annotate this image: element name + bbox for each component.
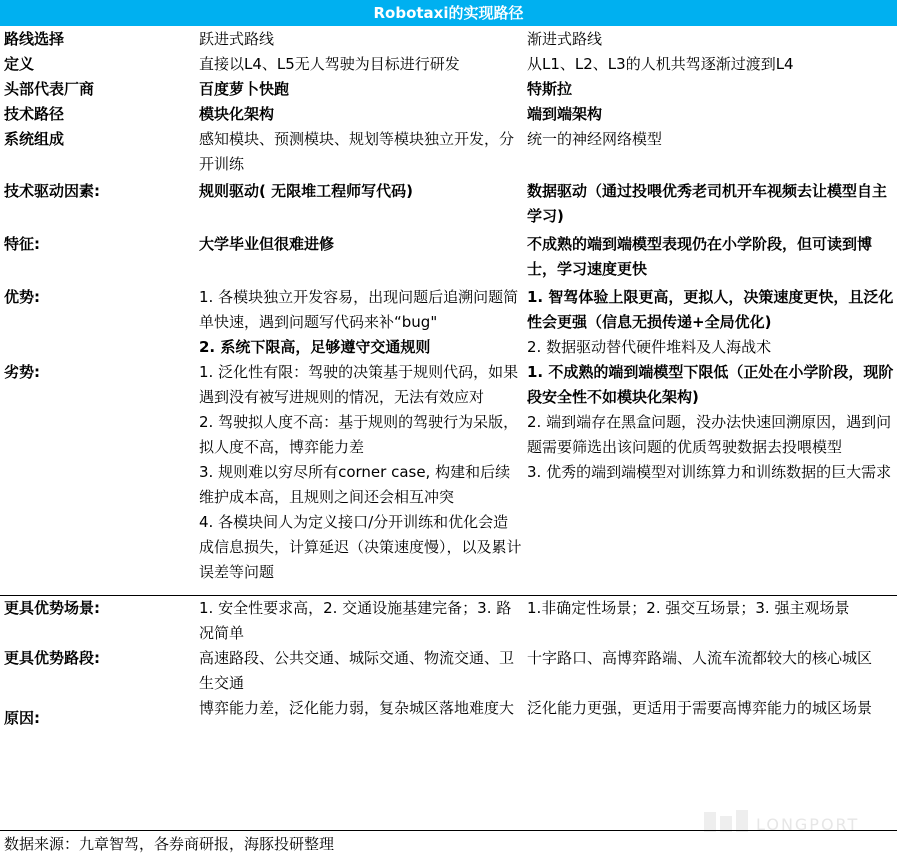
gradual-cell: 不成熟的端到端模型表现仍在小学阶段，但可读到博士，学习速度更快: [527, 235, 873, 278]
row-label: 系统组成: [4, 130, 65, 148]
leap-cell: 感知模块、预测模块、规划等模块独立开发，分开训练: [199, 130, 515, 173]
leap-cell: 规则驱动( 无限堆工程师写代码): [199, 182, 413, 200]
table-row: [0, 646, 897, 696]
table-row: [0, 177, 897, 229]
row-label: 劣势:: [4, 363, 40, 381]
gradual-cell: 泛化能力更强，更适用于需要高博弈能力的城区场景: [527, 699, 873, 717]
gradual-cell: 1.非确定性场景；2. 强交互场景；3. 强主观场景: [523, 596, 897, 647]
gradual-cell: 从L1、L2、L3的人机共驾逐渐过渡到L4: [527, 55, 794, 73]
row-label: 头部代表厂商: [4, 80, 95, 98]
row-label: 定义: [4, 55, 35, 73]
table-row: [0, 127, 897, 177]
leap-advantages: [195, 282, 523, 360]
table-row: [0, 27, 897, 52]
row-label: 更具优势场景:: [0, 596, 195, 647]
leap-cell: 大学毕业但很难进修: [199, 235, 335, 253]
row-label: 原因:: [4, 709, 40, 727]
comparison-table: [0, 27, 897, 731]
gradual-disadvantages: [523, 360, 897, 596]
table-title: Robotaxi的实现路径: [0, 0, 897, 26]
gradual-advantages: [523, 282, 897, 360]
table-row: [0, 229, 897, 282]
list-item: 2. 数据驱动替代硬件堆料及人海战术: [527, 338, 772, 356]
table-row: [0, 77, 897, 102]
gradual-cell: 数据驱动（通过投喂优秀老司机开车视频去让模型自主学习): [527, 182, 888, 225]
list-item: 4. 各模块间人为定义接口/分开训练和优化会造成信息损失，计算延迟（决策速度慢），以及累计误差等问题: [199, 513, 522, 581]
source-note: 数据来源：九章智驾，各券商研报，海豚投研整理: [0, 830, 897, 857]
gradual-cell: 特斯拉: [527, 80, 573, 98]
row-label: 优势:: [4, 288, 40, 306]
table-row: [0, 596, 897, 647]
table-row: [0, 360, 897, 596]
gradual-cell: 渐进式路线: [527, 30, 603, 48]
list-item: 1. 泛化性有限：驾驶的决策基于规则代码，如果遇到没有被写进规则的情况，无法有效应对: [199, 363, 519, 406]
list-item: 3. 规则难以穷尽所有corner case, 构建和后续维护成本高，且规则之间还会相互冲突: [199, 463, 511, 506]
row-label: 特征:: [4, 235, 40, 253]
leap-disadvantages: [195, 360, 523, 596]
table-row: [0, 102, 897, 127]
gradual-cell: 端到端架构: [527, 105, 603, 123]
list-item: 1. 不成熟的端到端模型下限低（正处在小学阶段，现阶段安全性不如模块化架构): [527, 363, 894, 406]
list-item: 1. 各模块独立开发容易，出现问题后追溯问题简单快速，遇到问题写代码来补“bug": [199, 288, 519, 331]
row-label: 更具优势路段:: [4, 649, 100, 667]
leap-cell: 博弈能力差，泛化能力弱，复杂城区落地难度大: [199, 699, 515, 717]
list-item: 2. 驾驶拟人度不高：基于规则的驾驶行为呆版，拟人度不高，博弈能力差: [199, 413, 519, 456]
leap-cell: 高速路段、公共交通、城际交通、物流交通、卫生交通: [199, 649, 515, 692]
leap-cell: 直接以L4、L5无人驾驶为目标进行研发: [199, 55, 460, 73]
row-label: 技术路径: [4, 105, 65, 123]
list-item: 1. 智驾体验上限更高，更拟人，决策速度更快，且泛化性会更强（信息无损传递+全局优化): [527, 288, 894, 331]
list-item: 2. 端到端存在黑盒问题，没办法快速回溯原因，遇到问题需要筛选出该问题的优质驾驶数据去投喂模型: [527, 413, 892, 456]
row-label: 技术驱动因素:: [4, 182, 100, 200]
table-row: [0, 282, 897, 360]
row-label: 路线选择: [4, 30, 65, 48]
list-item: 3. 优秀的端到端模型对训练算力和训练数据的巨大需求: [527, 463, 892, 481]
leap-cell: 跃进式路线: [199, 30, 275, 48]
gradual-cell: 十字路口、高博弈路端、人流车流都较大的核心城区: [527, 649, 873, 667]
list-item: 2. 系统下限高，足够遵守交通规则: [199, 338, 431, 356]
table-row: [0, 696, 897, 731]
watermark-text: LONGPORT: [756, 815, 860, 834]
gradual-cell: 统一的神经网络模型: [527, 130, 663, 148]
leap-cell: 模块化架构: [199, 105, 275, 123]
leap-cell: 1. 安全性要求高，2. 交通设施基建完备；3. 路况简单: [195, 596, 523, 647]
leap-cell: 百度萝卜快跑: [199, 80, 290, 98]
table-row: [0, 52, 897, 77]
